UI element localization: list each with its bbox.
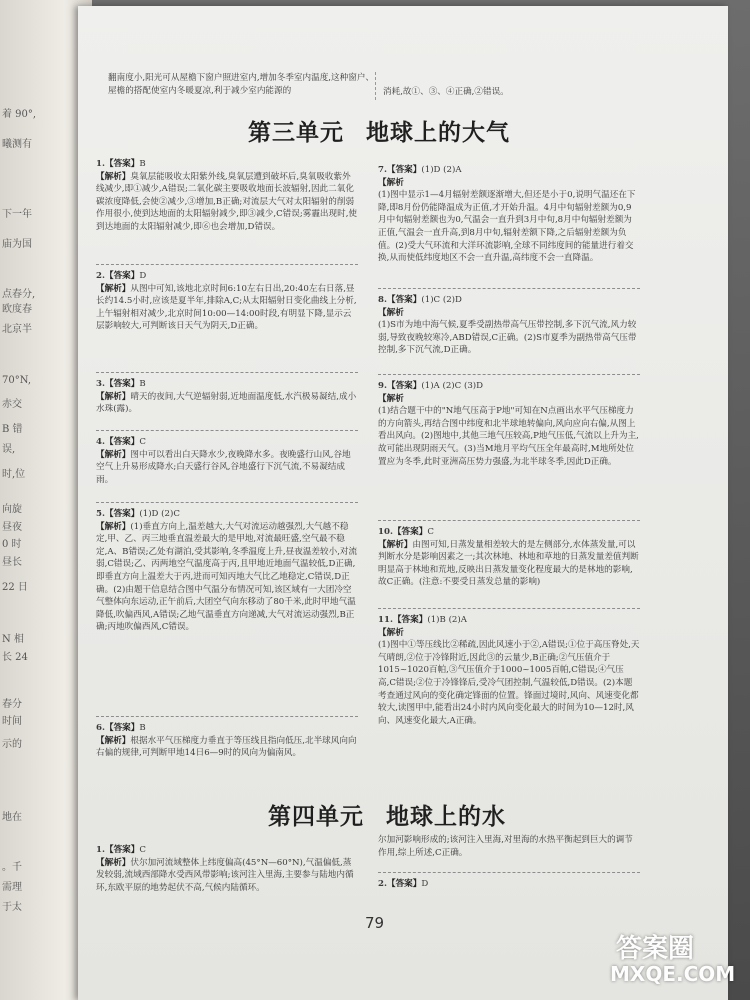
left-page-fragment: 曦测有	[2, 139, 32, 150]
left-page-fragment: B 错	[2, 424, 23, 435]
left-page-fragment: 70°N,	[2, 375, 32, 386]
unit-4-question-2: 2.【答案】D	[378, 879, 429, 889]
divider	[378, 608, 640, 610]
divider	[378, 288, 640, 290]
column-divider	[375, 72, 377, 100]
divider	[96, 502, 358, 504]
continuation-text: 消耗,故①、③、④正确,②错误。	[383, 87, 509, 97]
left-page-fragment: 北京半	[2, 324, 32, 335]
left-page-fragment: 示的	[2, 739, 22, 750]
watermark-cn: 答案圈	[616, 934, 695, 964]
unit-3-title	[248, 114, 510, 147]
question-2: 2.【答案】D 【解析】从图中可知,该地北京时间6:10左右日出,20:40左右日落,昼长约14.5小时,应该是夏半年,排除A,C;从太阳辐射日变化曲线上分析,上午辐射相对减少,北京时间10:00—14:00时段,有明显下降,显示云层影响较大,可判断该日天气为阴天,D正确。	[96, 271, 357, 332]
left-page-fragment: 时间	[2, 716, 22, 727]
divider	[96, 372, 358, 374]
divider	[378, 374, 640, 376]
left-page-fragment: 下一年	[2, 209, 32, 220]
unit-3-name: 地球上的大气	[366, 120, 510, 146]
divider	[96, 716, 358, 718]
left-page-fragment: N 相	[2, 634, 24, 645]
question-11: 11.【答案】(1)B (2)A 【解析 (1)图中①等压线比②稀疏,因此风速小于②,A错误;①位于高压脊处,天气晴朗,②位于冷锋附近,因此③的云量少,B正确;②气压值介于1015~1020百帕,③气压值介于1000~1005百帕,C错误;④气压高,C错误;②位于冷锋锋后,受冷气团控制,气温较低,D错误。(2)本题考查通过风向的变化确定锋面的位置。锋面过境时,风向、风速变化都较大,读图甲中,能看出24小时内风向变化最大的时间为10—12时,风向、风速变化最大,A正确。	[378, 615, 640, 726]
question-3: 3.【答案】B 【解析】晴天的夜间,大气逆辐射弱,近地面温度低,水汽极易凝结,成小水珠(露)。	[96, 379, 357, 415]
left-page-fragment: 22 日	[2, 582, 28, 593]
unit-4-continuation: 尔加河影响形成的;该河注入里海,对里海的水热平衡起到巨大的调节作用,综上所述,C正确。	[378, 835, 633, 858]
question-10: 10.【答案】C 【解析】由图可知,日蒸发量相差较大的是左侧部分,水体蒸发量,可以判断水分是影响因素之一;其次林地、林地和草地的日蒸发量差值判断明显高于林地和荒地,反映出日蒸发量变化程度最大的是林地的影响,故C正确。(注意:不要受日蒸发总量的影响)	[378, 527, 639, 588]
left-page-fragment: 长 24	[2, 652, 28, 663]
left-page-fragment: 昼夜	[2, 522, 22, 533]
question-5: 5.【答案】(1)D (2)C 【解析】(1)垂直方向上,温差越大,大气对流运动越强烈,大气越不稳定,甲、乙、丙三地垂直温差最大的是甲地,对流最旺盛,空气最不稳定,A、B错误;乙处有湖泊,受其影响,冬季温度上升,昼夜温差较小,对流弱,C错误;乙、丙两地空气温度高于丙,且甲地近地面气温较低,D正确,即垂直方向上温差大于丙,进而可知丙地大气比乙地稳定,C错误,D正确。(2)由题干信息结合图中气温分布情况可知,该区域有一大团冷空气整体向东运动,正午前后,大团空气向东移动了80千米,此时甲地气温降低,吹偏西风,A错误;乙地气温垂直方向递减,大气对流运动强烈,B正确;丙地吹偏西风,C错误。	[96, 509, 358, 633]
left-page-fragment: 。千	[2, 862, 22, 873]
unit-3-number: 第三单元	[248, 120, 344, 146]
left-page-fragment: 向旋	[2, 504, 22, 515]
question-9: 9.【答案】(1)A (2)C (3)D 【解析 (1)结合题干中的"N地气压高于P地"可知在N点画出水平气压梯度力的方向箭头,再结合图中纬度和北半球地转偏向,风向应向右偏,从图上看出风向。(2)图地中,其他三地气压较高,P地气压低,气流以上升为主,故可能出现阴雨天气。(3)当M地月平均气压全年最高时,M地所处位置应为冬季,此时亚洲高压势力强盛,为北半球冬季,因此D正确。	[378, 381, 639, 467]
left-page-fragment: 春分	[2, 699, 22, 710]
question-8: 8.【答案】(1)C (2)D 【解析 (1)S市为地中海气候,夏季受副热带高气压带控制,多下沉气流,风力较弱,导致夜晚较寒冷,ABD错误,C正确。(2)S市夏季为副热带高气压带控制,多下沉气流,D正确。	[378, 295, 637, 356]
book-page	[78, 6, 728, 1000]
page-number: 79	[365, 914, 385, 932]
unit-4-title	[268, 798, 506, 831]
left-page-fragment: 着 90°,	[2, 109, 37, 120]
left-page-fragment: 地在	[2, 812, 22, 823]
divider	[96, 264, 358, 266]
left-page-fragment: 赤交	[2, 399, 22, 410]
watermark-en: MXQE.COM	[610, 962, 736, 986]
question-4: 4.【答案】C 【解析】图中可以看出白天降水少,夜晚降水多。夜晚盛行山风,谷地空气上升易形成降水;白天盛行谷风,谷地盛行下沉气流,不易凝结成雨。	[96, 437, 351, 485]
left-page-fragment: 昼长	[2, 557, 22, 568]
unit-4-name: 地球上的水	[386, 804, 506, 830]
question-6: 6.【答案】B 【解析】根据水平气压梯度力垂直于等压线且指向低压,北半球风向向右偏的规律,可判断甲地14日6—9时的风向为偏南风。	[96, 723, 357, 759]
top-continuation-left	[108, 72, 378, 97]
left-page-fragment: 0 时	[2, 539, 22, 550]
question-1: 1.【答案】B 【解析】臭氧层能吸收太阳紫外线,臭氧层遭到破坏后,臭氧吸收紫外线减少,即①减少,A错误;二氧化碳主要吸收地面长波辐射,因此二氧化碳浓度降低,会使②减少,③增加,B正确;对流层大气对太阳辐射的削弱作用很小,使到达地面的太阳辐射减少,即③减少,C错误;雾霾出现时,使到达地面的太阳辐射减少,即⑥也会增加,D错误。	[96, 159, 358, 232]
left-page-fragment: 欧度春	[2, 304, 32, 315]
divider	[96, 430, 358, 432]
question-7: 7.【答案】(1)D (2)A 【解析 (1)图中显示1—4月辐射差额逐渐增大,但还是小于0,说明气温还在下降,即8月份仍能降温成为正值,才开始升温。4月中旬辐射差额为0,9月中旬辐射差额也为0,气温会一直升到3月中旬,8月中旬辐射差额为正值,气温会一直升高,到8月中旬,辐射差额下降,之后辐射差额为负值。(2)受大气环流和大洋环流影响,全球不同纬度间的能量进行着交换,从而使低纬度地区不会一直升温,高纬度不会一直降温。	[378, 165, 636, 264]
watermark-logo	[606, 928, 746, 998]
left-page-fragment: 于太	[2, 902, 22, 913]
top-continuation-right	[383, 86, 643, 99]
unit-4-number: 第四单元	[268, 804, 364, 830]
left-page-fragment: 点春分,	[2, 289, 36, 300]
divider	[378, 520, 640, 522]
divider	[378, 872, 640, 874]
left-page-fragment: 庙为国	[2, 239, 32, 250]
unit-4-question-1: 1.【答案】C 【解析】伏尔加河流域整体上纬度偏高(45°N—60°N),气温偏低,蒸发较弱,流域西部降水受西风带影响;该河注入里海,主要参与陆地内循环,东欧平原的地势起伏不高,气候内陆循环。	[96, 845, 354, 893]
left-page-fragment: 误,	[2, 444, 16, 455]
left-page-fragment: 需理	[2, 882, 22, 893]
continuation-text: 翻南度小,阳光可从屋檐下窗户照进室内,增加冬季室内温度,这种窗户、屋檐的搭配使室内冬暖夏凉,利于减少室内能源的	[108, 73, 375, 96]
left-page-fragment: 时,位	[2, 469, 26, 480]
